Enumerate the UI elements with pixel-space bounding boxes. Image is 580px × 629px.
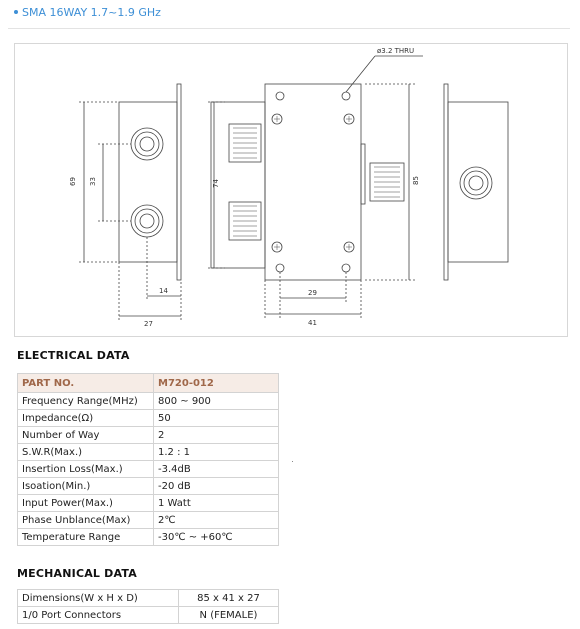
- table-row: [18, 393, 279, 410]
- dim-front-height: 85: [412, 176, 420, 185]
- dim-side-height: 69: [69, 177, 77, 186]
- stray-dot: [292, 461, 293, 462]
- row-label: Insertion Loss(Max.): [18, 461, 154, 478]
- technical-drawing: [14, 43, 568, 337]
- hole-label: ø3.2 THRU: [377, 47, 415, 55]
- dim-side-depth: 27: [144, 320, 153, 328]
- table-row: [18, 410, 279, 427]
- row-value: 2℃: [154, 512, 279, 529]
- table-row: [18, 607, 279, 624]
- row-value: -20 dB: [154, 478, 279, 495]
- row-value: 800 ~ 900: [154, 393, 279, 410]
- row-label: Dimensions(W x H x D): [18, 590, 179, 607]
- row-label: S.W.R(Max.): [18, 444, 154, 461]
- row-value: 1 Watt: [154, 495, 279, 512]
- part-no-label: PART NO.: [18, 374, 154, 393]
- table-row: [18, 427, 279, 444]
- row-label: Isoation(Min.): [18, 478, 154, 495]
- table-row: [18, 529, 279, 546]
- table-row: [18, 495, 279, 512]
- table-row: [18, 590, 279, 607]
- electrical-data-title: ELECTRICAL DATA: [17, 349, 130, 362]
- mechanical-data-table: [17, 589, 279, 624]
- product-title: SMA 16WAY 1.7~1.9 GHz: [22, 6, 161, 19]
- row-label: 1/0 Port Connectors: [18, 607, 179, 624]
- bullet-icon: [14, 10, 18, 14]
- table-row: [18, 461, 279, 478]
- row-label: Impedance(Ω): [18, 410, 154, 427]
- front-view: [208, 56, 423, 319]
- row-value: 50: [154, 410, 279, 427]
- dim-hole-spacing: 29: [308, 289, 317, 297]
- row-value: -30℃ ~ +60℃: [154, 529, 279, 546]
- end-view: [444, 84, 508, 280]
- row-label: Number of Way: [18, 427, 154, 444]
- drawing-svg: [15, 44, 567, 336]
- row-value: 2: [154, 427, 279, 444]
- mechanical-data-title: MECHANICAL DATA: [17, 567, 137, 580]
- page-header: [8, 6, 570, 29]
- dim-port-offset: 14: [159, 287, 168, 295]
- row-label: Phase Unblance(Max): [18, 512, 154, 529]
- row-value: -3.4dB: [154, 461, 279, 478]
- electrical-data-table: [17, 373, 279, 546]
- row-label: Temperature Range: [18, 529, 154, 546]
- row-label: Frequency Range(MHz): [18, 393, 154, 410]
- dim-port-spacing: 33: [89, 177, 97, 186]
- row-value: N (FEMALE): [179, 607, 279, 624]
- part-no-value: M720-012: [154, 374, 279, 393]
- dim-front-width: 41: [308, 319, 317, 327]
- table-row: [18, 512, 279, 529]
- dim-front-inner-height: 74: [212, 179, 220, 188]
- table-row: [18, 444, 279, 461]
- row-label: Input Power(Max.): [18, 495, 154, 512]
- row-value: 85 x 41 x 27: [179, 590, 279, 607]
- row-value: 1.2 : 1: [154, 444, 279, 461]
- table-row: [18, 478, 279, 495]
- table-header-row: [18, 374, 279, 393]
